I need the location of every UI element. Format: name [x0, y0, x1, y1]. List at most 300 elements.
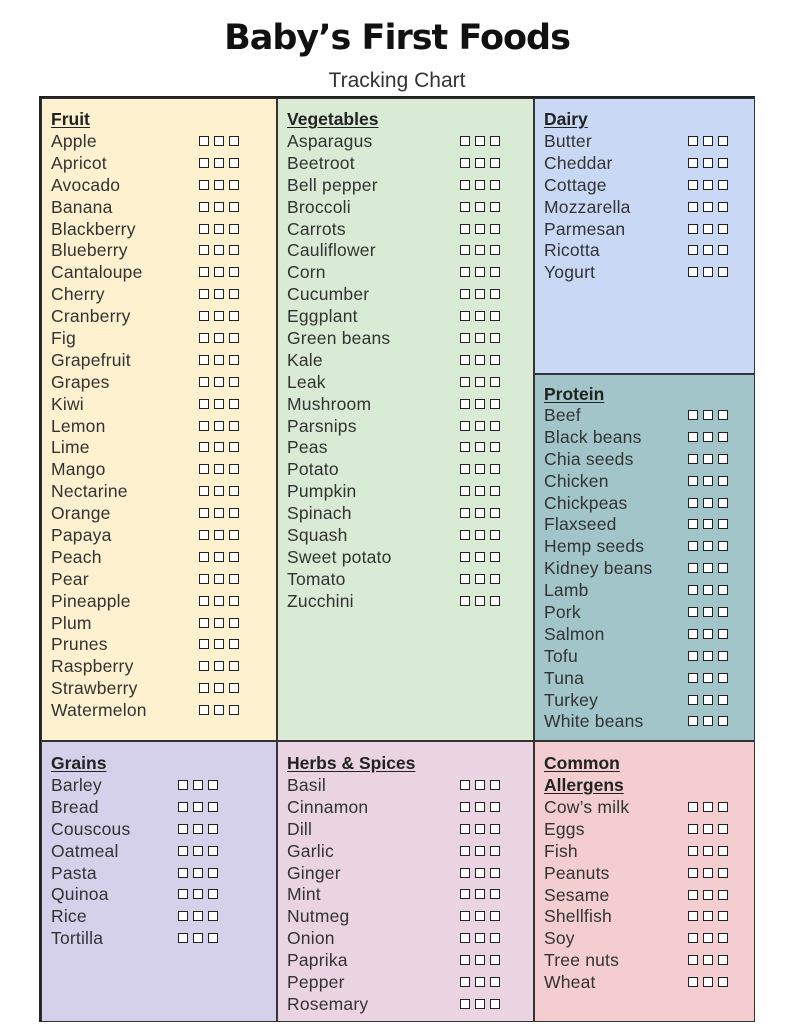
tracking-checkbox-1[interactable] [688, 180, 698, 190]
tracking-checkbox-1[interactable] [688, 890, 698, 900]
tracking-checkbox-2[interactable] [214, 442, 224, 452]
tracking-checkbox-1[interactable] [688, 541, 698, 551]
tracking-checkbox-3[interactable] [718, 607, 728, 617]
tracking-checkbox-2[interactable] [703, 180, 713, 190]
tracking-checkbox-3[interactable] [490, 889, 500, 899]
tracking-checkbox-2[interactable] [475, 245, 485, 255]
tracking-checkbox-2[interactable] [475, 868, 485, 878]
tracking-checkbox-1[interactable] [460, 377, 470, 387]
tracking-checkbox-3[interactable] [490, 158, 500, 168]
tracking-checkbox-3[interactable] [229, 180, 239, 190]
tracking-checkbox-1[interactable] [688, 673, 698, 683]
tracking-checkbox-2[interactable] [214, 508, 224, 518]
tracking-checkbox-3[interactable] [490, 245, 500, 255]
tracking-checkbox-2[interactable] [475, 977, 485, 987]
tracking-checkbox-2[interactable] [475, 824, 485, 834]
tracking-checkbox-2[interactable] [475, 574, 485, 584]
tracking-checkbox-1[interactable] [199, 596, 209, 606]
tracking-checkbox-2[interactable] [214, 421, 224, 431]
tracking-checkbox-2[interactable] [703, 955, 713, 965]
tracking-checkbox-1[interactable] [460, 180, 470, 190]
tracking-checkbox-3[interactable] [490, 846, 500, 856]
tracking-checkbox-1[interactable] [460, 421, 470, 431]
tracking-checkbox-3[interactable] [718, 432, 728, 442]
tracking-checkbox-1[interactable] [178, 889, 188, 899]
tracking-checkbox-3[interactable] [490, 868, 500, 878]
tracking-checkbox-2[interactable] [193, 868, 203, 878]
tracking-checkbox-2[interactable] [214, 464, 224, 474]
tracking-checkbox-1[interactable] [688, 158, 698, 168]
tracking-checkbox-2[interactable] [703, 541, 713, 551]
tracking-checkbox-2[interactable] [703, 267, 713, 277]
tracking-checkbox-3[interactable] [490, 802, 500, 812]
tracking-checkbox-3[interactable] [208, 889, 218, 899]
tracking-checkbox-3[interactable] [229, 245, 239, 255]
tracking-checkbox-1[interactable] [199, 639, 209, 649]
tracking-checkbox-2[interactable] [475, 377, 485, 387]
tracking-checkbox-3[interactable] [490, 999, 500, 1009]
tracking-checkbox-2[interactable] [214, 574, 224, 584]
tracking-checkbox-3[interactable] [208, 911, 218, 921]
tracking-checkbox-3[interactable] [229, 224, 239, 234]
tracking-checkbox-2[interactable] [703, 911, 713, 921]
tracking-checkbox-2[interactable] [703, 245, 713, 255]
tracking-checkbox-3[interactable] [208, 846, 218, 856]
tracking-checkbox-2[interactable] [475, 933, 485, 943]
tracking-checkbox-3[interactable] [718, 498, 728, 508]
tracking-checkbox-1[interactable] [199, 530, 209, 540]
tracking-checkbox-1[interactable] [460, 911, 470, 921]
tracking-checkbox-1[interactable] [688, 824, 698, 834]
tracking-checkbox-2[interactable] [193, 780, 203, 790]
tracking-checkbox-1[interactable] [199, 136, 209, 146]
tracking-checkbox-2[interactable] [214, 486, 224, 496]
tracking-checkbox-3[interactable] [718, 476, 728, 486]
tracking-checkbox-3[interactable] [208, 868, 218, 878]
tracking-checkbox-2[interactable] [214, 180, 224, 190]
tracking-checkbox-3[interactable] [229, 158, 239, 168]
tracking-checkbox-1[interactable] [199, 661, 209, 671]
tracking-checkbox-1[interactable] [460, 202, 470, 212]
tracking-checkbox-2[interactable] [703, 563, 713, 573]
tracking-checkbox-3[interactable] [718, 202, 728, 212]
tracking-checkbox-1[interactable] [199, 377, 209, 387]
tracking-checkbox-2[interactable] [703, 498, 713, 508]
tracking-checkbox-1[interactable] [460, 933, 470, 943]
tracking-checkbox-1[interactable] [199, 399, 209, 409]
tracking-checkbox-3[interactable] [718, 716, 728, 726]
tracking-checkbox-2[interactable] [475, 780, 485, 790]
tracking-checkbox-1[interactable] [199, 289, 209, 299]
tracking-checkbox-1[interactable] [688, 977, 698, 987]
tracking-checkbox-3[interactable] [229, 486, 239, 496]
tracking-checkbox-3[interactable] [718, 454, 728, 464]
tracking-checkbox-3[interactable] [718, 695, 728, 705]
tracking-checkbox-1[interactable] [688, 498, 698, 508]
tracking-checkbox-3[interactable] [490, 180, 500, 190]
tracking-checkbox-1[interactable] [688, 955, 698, 965]
tracking-checkbox-1[interactable] [688, 202, 698, 212]
tracking-checkbox-1[interactable] [460, 802, 470, 812]
tracking-checkbox-2[interactable] [475, 442, 485, 452]
tracking-checkbox-2[interactable] [214, 267, 224, 277]
tracking-checkbox-2[interactable] [214, 289, 224, 299]
tracking-checkbox-3[interactable] [229, 421, 239, 431]
tracking-checkbox-2[interactable] [703, 629, 713, 639]
tracking-checkbox-1[interactable] [178, 802, 188, 812]
tracking-checkbox-3[interactable] [229, 683, 239, 693]
tracking-checkbox-3[interactable] [490, 508, 500, 518]
tracking-checkbox-2[interactable] [703, 846, 713, 856]
tracking-checkbox-2[interactable] [703, 890, 713, 900]
tracking-checkbox-1[interactable] [199, 552, 209, 562]
tracking-checkbox-3[interactable] [490, 596, 500, 606]
tracking-checkbox-1[interactable] [199, 421, 209, 431]
tracking-checkbox-2[interactable] [475, 355, 485, 365]
tracking-checkbox-3[interactable] [718, 136, 728, 146]
tracking-checkbox-3[interactable] [490, 333, 500, 343]
tracking-checkbox-3[interactable] [208, 802, 218, 812]
tracking-checkbox-3[interactable] [718, 224, 728, 234]
tracking-checkbox-3[interactable] [229, 464, 239, 474]
tracking-checkbox-1[interactable] [199, 333, 209, 343]
tracking-checkbox-1[interactable] [688, 136, 698, 146]
tracking-checkbox-3[interactable] [229, 596, 239, 606]
tracking-checkbox-3[interactable] [229, 289, 239, 299]
tracking-checkbox-1[interactable] [460, 846, 470, 856]
tracking-checkbox-2[interactable] [703, 224, 713, 234]
tracking-checkbox-2[interactable] [703, 519, 713, 529]
tracking-checkbox-3[interactable] [490, 530, 500, 540]
tracking-checkbox-2[interactable] [475, 530, 485, 540]
tracking-checkbox-1[interactable] [688, 519, 698, 529]
tracking-checkbox-1[interactable] [199, 355, 209, 365]
tracking-checkbox-1[interactable] [199, 224, 209, 234]
tracking-checkbox-2[interactable] [475, 999, 485, 1009]
tracking-checkbox-3[interactable] [718, 955, 728, 965]
food-item-row [535, 690, 754, 712]
tracking-checkbox-1[interactable] [199, 311, 209, 321]
tracking-checkbox-2[interactable] [475, 911, 485, 921]
tracking-checkbox-2[interactable] [214, 224, 224, 234]
tracking-checkbox-2[interactable] [475, 158, 485, 168]
tracking-checkbox-3[interactable] [229, 618, 239, 628]
tracking-checkbox-1[interactable] [460, 289, 470, 299]
tracking-checkbox-3[interactable] [490, 574, 500, 584]
tracking-checkbox-3[interactable] [490, 442, 500, 452]
tracking-checkbox-2[interactable] [475, 955, 485, 965]
tracking-checkbox-1[interactable] [460, 399, 470, 409]
tracking-checkbox-3[interactable] [718, 629, 728, 639]
tracking-checkbox-3[interactable] [229, 202, 239, 212]
tracking-checkbox-1[interactable] [178, 868, 188, 878]
tracking-checkbox-1[interactable] [460, 464, 470, 474]
tracking-checkbox-1[interactable] [688, 410, 698, 420]
tracking-checkbox-1[interactable] [460, 889, 470, 899]
tracking-checkbox-1[interactable] [199, 245, 209, 255]
tracking-checkbox-1[interactable] [199, 464, 209, 474]
tracking-checkbox-3[interactable] [229, 552, 239, 562]
tracking-checkbox-3[interactable] [718, 519, 728, 529]
tracking-checkbox-3[interactable] [490, 955, 500, 965]
tracking-checkbox-3[interactable] [490, 224, 500, 234]
tracking-checkbox-2[interactable] [214, 530, 224, 540]
tracking-checkbox-1[interactable] [688, 267, 698, 277]
tracking-checkbox-2[interactable] [703, 476, 713, 486]
tracking-checkbox-1[interactable] [460, 999, 470, 1009]
tracking-checkbox-3[interactable] [718, 180, 728, 190]
tracking-checkbox-3[interactable] [718, 911, 728, 921]
tracking-checkbox-1[interactable] [688, 933, 698, 943]
tracking-checkbox-2[interactable] [703, 202, 713, 212]
tracking-checkbox-1[interactable] [199, 705, 209, 715]
tracking-checkbox-3[interactable] [229, 639, 239, 649]
tracking-checkbox-1[interactable] [199, 202, 209, 212]
tracking-checkbox-3[interactable] [490, 780, 500, 790]
tracking-checkbox-2[interactable] [214, 552, 224, 562]
tracking-checkbox-2[interactable] [703, 158, 713, 168]
tracking-checkbox-2[interactable] [703, 933, 713, 943]
tracking-checkbox-1[interactable] [199, 508, 209, 518]
tracking-checkbox-2[interactable] [475, 552, 485, 562]
tracking-checkbox-1[interactable] [178, 780, 188, 790]
tracking-checkbox-1[interactable] [460, 977, 470, 987]
tracking-checkbox-2[interactable] [475, 508, 485, 518]
tracking-checkbox-2[interactable] [193, 933, 203, 943]
tracking-checkbox-2[interactable] [703, 651, 713, 661]
tracking-checkbox-2[interactable] [214, 596, 224, 606]
tracking-checkbox-1[interactable] [460, 596, 470, 606]
tracking-checkbox-2[interactable] [703, 802, 713, 812]
tracking-checkbox-2[interactable] [193, 802, 203, 812]
tracking-checkbox-3[interactable] [490, 977, 500, 987]
tracking-checkbox-1[interactable] [688, 585, 698, 595]
tracking-checkbox-1[interactable] [460, 355, 470, 365]
tracking-checkbox-1[interactable] [199, 267, 209, 277]
tracking-checkbox-2[interactable] [475, 889, 485, 899]
tracking-checkbox-3[interactable] [229, 442, 239, 452]
tracking-checkbox-3[interactable] [229, 661, 239, 671]
tracking-checkbox-2[interactable] [214, 639, 224, 649]
tracking-checkbox-2[interactable] [214, 399, 224, 409]
tracking-checkbox-2[interactable] [703, 868, 713, 878]
tracking-checkbox-3[interactable] [490, 136, 500, 146]
tracking-checkbox-3[interactable] [490, 202, 500, 212]
tracking-checkbox-2[interactable] [214, 202, 224, 212]
tracking-checkbox-3[interactable] [490, 486, 500, 496]
tracking-checkbox-3[interactable] [718, 933, 728, 943]
tracking-checkbox-1[interactable] [460, 486, 470, 496]
tracking-checkbox-2[interactable] [475, 464, 485, 474]
tracking-checkbox-3[interactable] [718, 802, 728, 812]
tracking-checkbox-1[interactable] [460, 245, 470, 255]
tracking-checkbox-3[interactable] [490, 267, 500, 277]
tracking-checkbox-3[interactable] [718, 977, 728, 987]
tracking-checkbox-1[interactable] [460, 955, 470, 965]
tracking-checkbox-3[interactable] [718, 585, 728, 595]
tracking-checkbox-2[interactable] [703, 432, 713, 442]
tracking-checkbox-1[interactable] [199, 683, 209, 693]
tracking-checkbox-3[interactable] [718, 267, 728, 277]
tracking-checkbox-1[interactable] [460, 530, 470, 540]
tracking-checkbox-3[interactable] [718, 651, 728, 661]
tracking-checkbox-1[interactable] [178, 824, 188, 834]
tracking-checkbox-2[interactable] [214, 245, 224, 255]
tracking-checkbox-2[interactable] [475, 399, 485, 409]
tracking-checkbox-3[interactable] [718, 846, 728, 856]
tracking-checkbox-3[interactable] [229, 267, 239, 277]
tracking-checkbox-1[interactable] [199, 442, 209, 452]
tracking-checkbox-3[interactable] [718, 541, 728, 551]
tracking-checkbox-1[interactable] [460, 574, 470, 584]
tracking-checkbox-1[interactable] [199, 180, 209, 190]
tracking-checkbox-1[interactable] [688, 454, 698, 464]
tracking-checkbox-3[interactable] [718, 410, 728, 420]
tracking-checkbox-3[interactable] [229, 399, 239, 409]
tracking-checkbox-1[interactable] [178, 911, 188, 921]
tracking-checkbox-1[interactable] [688, 563, 698, 573]
tracking-checkbox-1[interactable] [688, 868, 698, 878]
tracking-checkbox-3[interactable] [229, 333, 239, 343]
tracking-checkbox-2[interactable] [193, 911, 203, 921]
tracking-checkbox-1[interactable] [460, 267, 470, 277]
tracking-checkbox-1[interactable] [460, 224, 470, 234]
tracking-checkbox-2[interactable] [475, 267, 485, 277]
tracking-checkbox-2[interactable] [475, 596, 485, 606]
tracking-checkbox-2[interactable] [475, 802, 485, 812]
tracking-checkbox-1[interactable] [460, 311, 470, 321]
tracking-checkbox-3[interactable] [229, 377, 239, 387]
tracking-checkbox-3[interactable] [490, 399, 500, 409]
tracking-checkbox-1[interactable] [688, 245, 698, 255]
tracking-checkbox-2[interactable] [475, 136, 485, 146]
tracking-checkbox-1[interactable] [199, 574, 209, 584]
tracking-checkbox-2[interactable] [193, 846, 203, 856]
tracking-checkbox-2[interactable] [703, 716, 713, 726]
tracking-checkbox-3[interactable] [490, 421, 500, 431]
tracking-checkbox-3[interactable] [490, 377, 500, 387]
tracking-checkbox-1[interactable] [460, 158, 470, 168]
food-item-label: Tortilla [51, 928, 104, 949]
tracking-checkbox-2[interactable] [703, 695, 713, 705]
tracking-checkbox-3[interactable] [490, 911, 500, 921]
tracking-checkbox-3[interactable] [229, 574, 239, 584]
tracking-checkbox-2[interactable] [475, 421, 485, 431]
tracking-checkbox-2[interactable] [703, 454, 713, 464]
tracking-checkbox-2[interactable] [703, 585, 713, 595]
tracking-checkbox-2[interactable] [475, 846, 485, 856]
tracking-checkbox-1[interactable] [688, 224, 698, 234]
tracking-checkbox-1[interactable] [199, 158, 209, 168]
tracking-checkbox-2[interactable] [475, 180, 485, 190]
tracking-checkbox-1[interactable] [688, 432, 698, 442]
tracking-checkbox-2[interactable] [214, 618, 224, 628]
tracking-checkbox-3[interactable] [490, 311, 500, 321]
tracking-checkbox-1[interactable] [178, 846, 188, 856]
tracking-checkbox-3[interactable] [718, 563, 728, 573]
tracking-checkbox-2[interactable] [703, 607, 713, 617]
tracking-checkbox-2[interactable] [703, 136, 713, 146]
tracking-checkbox-1[interactable] [460, 552, 470, 562]
tracking-checkbox-1[interactable] [688, 607, 698, 617]
tracking-checkbox-3[interactable] [490, 355, 500, 365]
tracking-checkbox-1[interactable] [688, 846, 698, 856]
tracking-checkbox-1[interactable] [688, 651, 698, 661]
tracking-checkbox-2[interactable] [214, 158, 224, 168]
tracking-checkbox-3[interactable] [490, 289, 500, 299]
tracking-checkbox-3[interactable] [718, 868, 728, 878]
tracking-checkbox-2[interactable] [475, 289, 485, 299]
tracking-checkbox-1[interactable] [460, 780, 470, 790]
tracking-checkbox-2[interactable] [214, 355, 224, 365]
tracking-checkbox-2[interactable] [193, 824, 203, 834]
tracking-checkbox-1[interactable] [460, 136, 470, 146]
tracking-checkbox-1[interactable] [688, 716, 698, 726]
tracking-checkbox-2[interactable] [214, 705, 224, 715]
tracking-checkbox-2[interactable] [214, 136, 224, 146]
tracking-checkbox-3[interactable] [229, 136, 239, 146]
tracking-checkbox-3[interactable] [718, 673, 728, 683]
tracking-checkbox-2[interactable] [475, 202, 485, 212]
tracking-checkbox-3[interactable] [718, 824, 728, 834]
tracking-checkbox-1[interactable] [178, 933, 188, 943]
tracking-checkbox-3[interactable] [229, 530, 239, 540]
food-item-label: Asparagus [287, 131, 373, 151]
tracking-checkbox-3[interactable] [490, 933, 500, 943]
tracking-checkbox-1[interactable] [199, 618, 209, 628]
tracking-checkbox-1[interactable] [688, 911, 698, 921]
tracking-checkbox-3[interactable] [490, 552, 500, 562]
tracking-checkbox-1[interactable] [199, 486, 209, 496]
tracking-checkbox-2[interactable] [475, 224, 485, 234]
tracking-checkbox-2[interactable] [214, 661, 224, 671]
tracking-checkbox-3[interactable] [208, 824, 218, 834]
tracking-checkbox-1[interactable] [460, 333, 470, 343]
tracking-checkbox-2[interactable] [703, 410, 713, 420]
tracking-checkbox-2[interactable] [475, 486, 485, 496]
tracking-checkbox-1[interactable] [688, 629, 698, 639]
tracking-checkbox-1[interactable] [460, 868, 470, 878]
tracking-checkbox-2[interactable] [703, 824, 713, 834]
tracking-checkbox-2[interactable] [214, 377, 224, 387]
tracking-checkbox-3[interactable] [229, 355, 239, 365]
tracking-checkbox-3[interactable] [229, 508, 239, 518]
tracking-checkbox-2[interactable] [703, 977, 713, 987]
tracking-checkbox-2[interactable] [475, 311, 485, 321]
tracking-checkbox-1[interactable] [688, 802, 698, 812]
tracking-checkbox-1[interactable] [688, 476, 698, 486]
tracking-checkbox-2[interactable] [193, 889, 203, 899]
tracking-checkbox-3[interactable] [208, 780, 218, 790]
tracking-checkbox-2[interactable] [703, 673, 713, 683]
tracking-checkbox-1[interactable] [460, 442, 470, 452]
tracking-checkbox-3[interactable] [229, 705, 239, 715]
tracking-checkbox-1[interactable] [460, 824, 470, 834]
tracking-checkbox-1[interactable] [460, 508, 470, 518]
tracking-checkbox-2[interactable] [214, 333, 224, 343]
tracking-checkbox-3[interactable] [718, 890, 728, 900]
tracking-checkbox-2[interactable] [475, 333, 485, 343]
tracking-checkbox-2[interactable] [214, 683, 224, 693]
tracking-checkbox-3[interactable] [718, 158, 728, 168]
tracking-checkbox-3[interactable] [208, 933, 218, 943]
tracking-checkbox-3[interactable] [718, 245, 728, 255]
tracking-checkbox-1[interactable] [688, 695, 698, 705]
tracking-checkbox-3[interactable] [490, 824, 500, 834]
tracking-checkbox-3[interactable] [490, 464, 500, 474]
tracking-checkbox-3[interactable] [229, 311, 239, 321]
tracking-checkbox-2[interactable] [214, 311, 224, 321]
